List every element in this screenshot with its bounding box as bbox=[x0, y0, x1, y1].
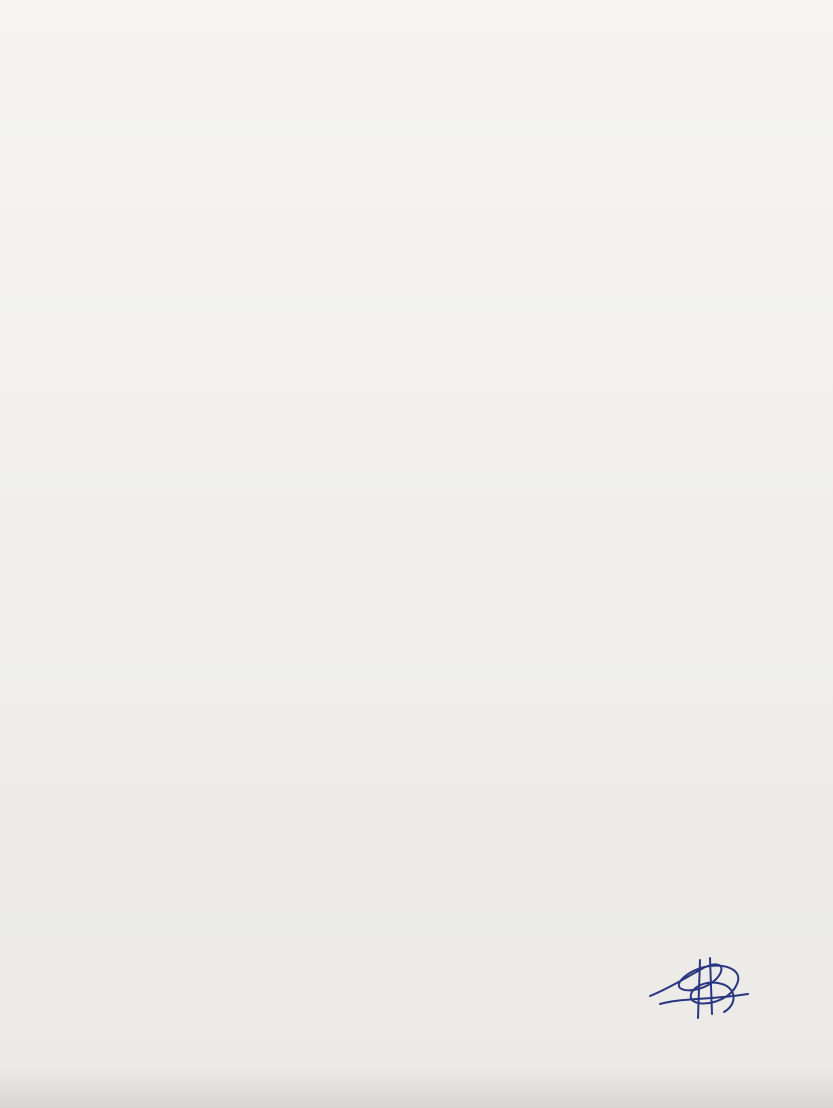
page-shadow bbox=[0, 1068, 833, 1108]
handwritten-signature bbox=[640, 948, 760, 1028]
